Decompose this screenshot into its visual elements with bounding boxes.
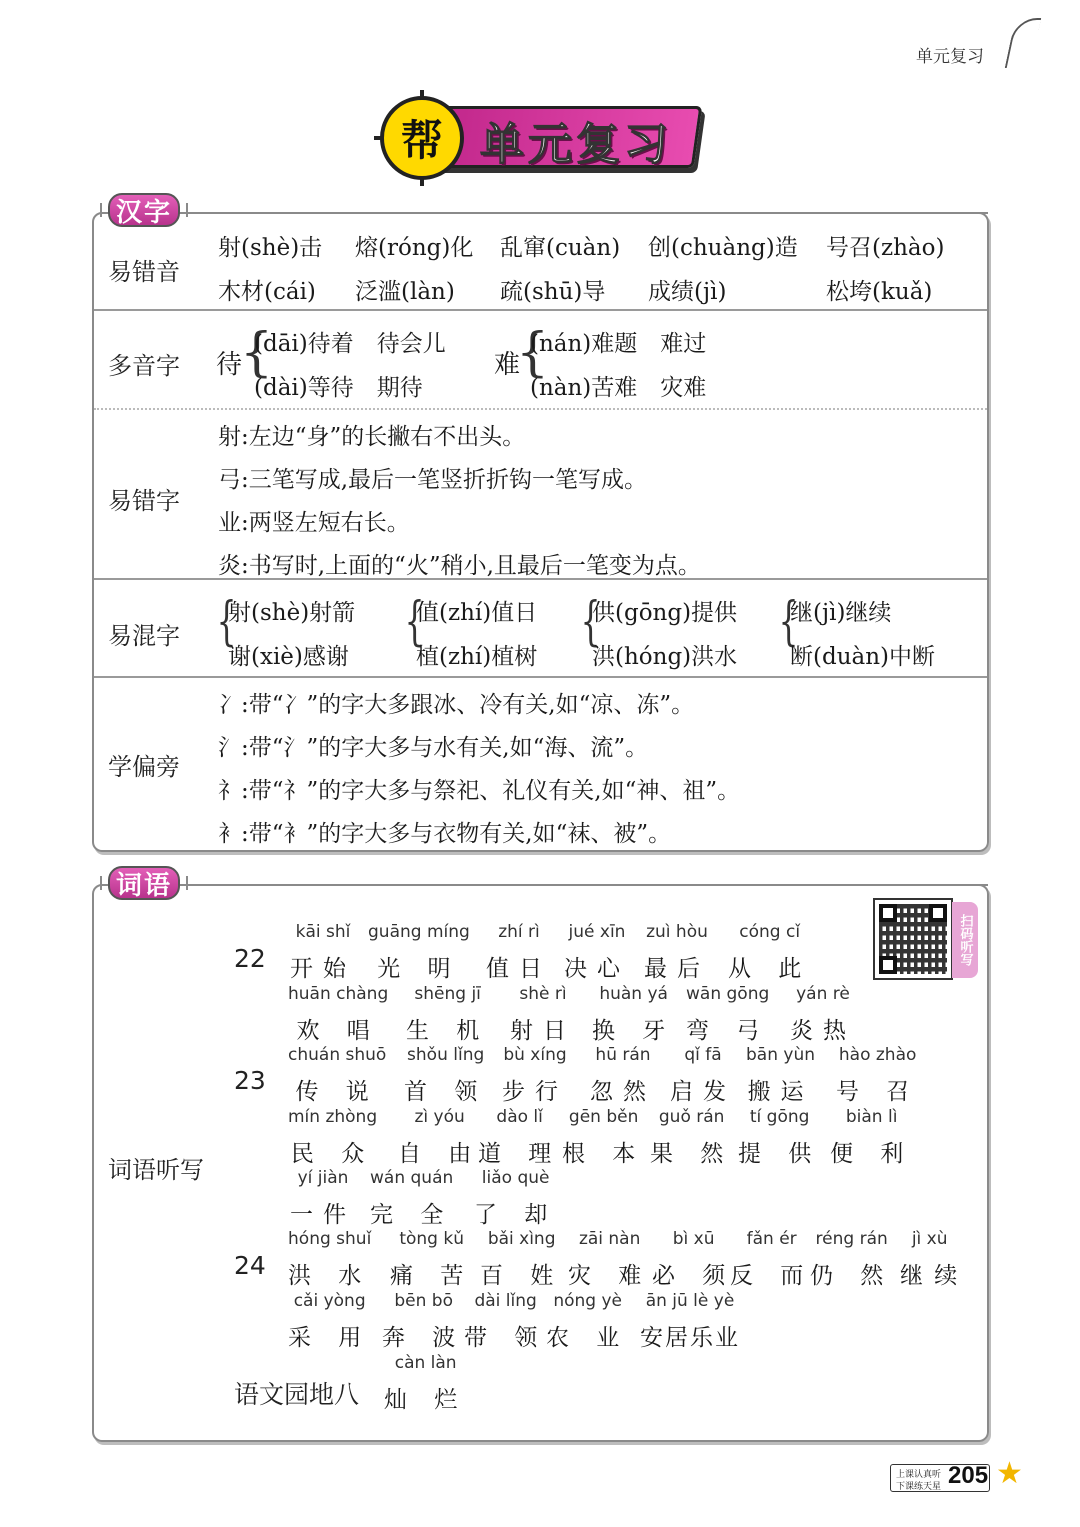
row-divider <box>94 309 987 311</box>
row-divider <box>94 676 987 678</box>
pinyin: huān chàng <box>288 984 389 1004</box>
unit-number: 语文园地八 <box>234 1380 360 1409</box>
vocab-word <box>738 1107 821 1168</box>
radical-line: 冫:带“冫”的字大多跟冰、冷有关,如“凉、冻”。 <box>218 692 695 718</box>
brace: { <box>516 323 550 383</box>
yicuoyin-label: 易错音 <box>108 258 180 286</box>
xuepianpang-label: 学偏旁 <box>108 753 180 781</box>
polyphone-line: (nàn)苦难 灾难 <box>530 375 707 401</box>
error-char-line: 业:两竖左短右长。 <box>218 510 410 536</box>
vocab-word <box>590 1045 656 1106</box>
hanzi-word: 根 本 <box>562 1141 646 1167</box>
hanzi-word: 从 此 <box>728 956 812 982</box>
error-char-line: 弓:三笔写成,最后一笔竖折折钩一笔写成。 <box>218 467 648 493</box>
vocab-word <box>652 1229 735 1290</box>
hanzi-word: 首 领 <box>404 1079 488 1105</box>
unit-number: 22 <box>234 944 266 973</box>
vocab-word <box>474 1168 557 1229</box>
hanzi-word: 启发 <box>670 1079 736 1105</box>
hanzi-word: 值日 <box>486 956 552 982</box>
vocab-word <box>686 984 769 1045</box>
vocab-word <box>728 922 811 983</box>
tag-end <box>186 876 188 890</box>
page-number: 205 <box>948 1462 989 1489</box>
vocab-word <box>836 1045 919 1106</box>
brace: { <box>216 592 237 652</box>
hanzi-word: 仍 然 <box>810 1263 894 1289</box>
qr-code[interactable] <box>873 898 953 980</box>
vocab-word <box>398 1107 481 1168</box>
hanzi-word: 安居乐业 <box>640 1325 740 1351</box>
footer-slogan: 上课认真听 <box>896 1470 942 1480</box>
vocab-word <box>288 1291 371 1352</box>
radical-line: 礻:带“礻”的字大多与祭祀、礼仪有关,如“神、祖”。 <box>218 778 741 804</box>
pinyin: mín zhòng <box>288 1107 378 1127</box>
vocab-word <box>564 922 630 983</box>
qr-finder <box>879 956 897 974</box>
pinyin: fǎn ér <box>746 1229 797 1249</box>
vocab-word <box>290 922 356 983</box>
pinyin: biàn lì <box>845 1107 898 1127</box>
confusable-line: 断(duàn)中断 <box>790 644 936 670</box>
vocab-word <box>568 1229 651 1290</box>
pron-item: 射(shè)击 <box>218 235 323 261</box>
pinyin: bù xíng <box>503 1045 567 1065</box>
hanzi-word: 一件 <box>290 1202 356 1228</box>
pinyin: nóng yè <box>553 1291 622 1311</box>
hanzi-word: 痛 苦 <box>390 1263 474 1289</box>
pron-item: 号召(zhào) <box>826 235 945 261</box>
hanzi-word: 灾 难 <box>568 1263 652 1289</box>
error-char-line: 炎:书写时,上面的“火”稍小,且最后一笔变为点。 <box>218 553 701 579</box>
pinyin: tí gōng <box>749 1107 810 1127</box>
hanzi-word: 必 须 <box>652 1263 736 1289</box>
pinyin: guǒ rán <box>658 1107 725 1127</box>
pinyin: bān yùn <box>746 1045 815 1065</box>
pinyin: zāi nàn <box>578 1229 641 1249</box>
hanzi-word: 炎热 <box>790 1018 856 1044</box>
badge-tick <box>420 90 424 100</box>
vocab-word <box>290 1168 356 1229</box>
pron-item: 成绩(jì) <box>648 279 727 305</box>
polyphone-char: 待 <box>216 350 243 380</box>
pinyin: ān jū lè yè <box>645 1291 735 1311</box>
badge-tick <box>374 136 384 140</box>
pron-item: 木材(cái) <box>218 279 316 305</box>
star-icon: ★ <box>996 1456 1023 1491</box>
unit-number: 23 <box>234 1066 266 1095</box>
tag-end <box>100 203 102 217</box>
hanzi-word: 自 由 <box>398 1141 482 1167</box>
brace: { <box>404 592 425 652</box>
pinyin: hū rán <box>595 1045 651 1065</box>
hanzi-tag: 汉字 <box>108 193 180 227</box>
polyphone-line: (dài)等待 期待 <box>254 375 423 401</box>
confusable-line: 射(shè)射箭 <box>228 600 356 626</box>
pinyin: dài lǐng <box>474 1291 537 1311</box>
polyphone-char: 难 <box>494 350 521 380</box>
hanzi-word: 洪 水 <box>288 1263 372 1289</box>
brace: { <box>580 592 601 652</box>
vocab-word <box>478 1107 561 1168</box>
pinyin: cóng cǐ <box>739 922 801 942</box>
vocab-word <box>746 1045 815 1106</box>
pinyin: shēng jī <box>414 984 481 1004</box>
confusable-line: 供(gōng)提供 <box>592 600 738 626</box>
pron-item: 泛滥(làn) <box>355 279 455 305</box>
hanzi-word: 道 理 <box>478 1141 562 1167</box>
tag-line <box>188 884 988 886</box>
pinyin: yán rè <box>796 984 850 1004</box>
pinyin: shǒu lǐng <box>407 1045 485 1065</box>
vocab-word <box>650 1107 733 1168</box>
pinyin: jì xù <box>911 1229 948 1249</box>
hanzi-word: 继 续 <box>900 1263 960 1289</box>
pinyin: huàn yá <box>599 984 668 1004</box>
hanzi-word: 号 召 <box>836 1079 920 1105</box>
vocab-word <box>640 1291 740 1352</box>
vocab-word <box>384 1353 467 1414</box>
vocab-word <box>288 1045 386 1106</box>
pinyin: bǎi xìng <box>487 1229 556 1249</box>
vocab-word <box>730 1229 813 1290</box>
hanzi-word: 灿 烂 <box>384 1387 468 1413</box>
vocab-word <box>370 1168 453 1229</box>
hanzi-word: 反 而 <box>730 1263 814 1289</box>
hanzi-word: 欢 唱 <box>296 1018 380 1044</box>
pron-item: 松垮(kuǎ) <box>826 279 933 305</box>
vocab-word <box>486 922 552 983</box>
vocab-word <box>670 1045 736 1106</box>
hanzi-word: 换 牙 <box>592 1018 676 1044</box>
vocab-word <box>390 1229 473 1290</box>
vocab-word <box>480 1229 563 1290</box>
hanzi-word: 民 众 <box>290 1141 375 1167</box>
hanzi-word: 传 说 <box>295 1079 379 1105</box>
yihunzi-label: 易混字 <box>108 622 180 650</box>
hanzi-word: 完 全 <box>370 1202 454 1228</box>
confusable-line: 谢(xiè)感谢 <box>228 644 349 670</box>
qr-finder <box>879 904 897 922</box>
qr-finder <box>929 904 947 922</box>
hanzi-word: 提 供 <box>738 1141 822 1167</box>
pron-item: 熔(róng)化 <box>355 235 474 261</box>
pinyin: gēn běn <box>568 1107 639 1127</box>
pinyin: wán quán <box>370 1168 454 1188</box>
hanzi-word: 光 明 <box>377 956 461 982</box>
vocab-word <box>592 984 675 1045</box>
brace: { <box>778 592 799 652</box>
vocab-word <box>288 984 388 1045</box>
hanzi-word: 最后 <box>644 956 710 982</box>
hanzi-word: 射日 <box>510 1018 576 1044</box>
row-divider <box>94 578 987 580</box>
hanzi-word: 了 却 <box>474 1202 558 1228</box>
hanzi-word: 农 业 <box>546 1325 630 1351</box>
pinyin: réng rán <box>815 1229 888 1249</box>
pinyin: shè rì <box>519 984 567 1004</box>
yicuozi-label: 易错字 <box>108 487 180 515</box>
corner-decoration <box>1005 18 1042 68</box>
hanzi-word: 奔 波 <box>382 1325 466 1351</box>
pron-item: 疏(shū)导 <box>500 279 606 305</box>
section-banner <box>380 96 700 184</box>
pinyin: kāi shǐ <box>295 922 351 942</box>
vocab-word <box>404 1045 487 1106</box>
pron-item: 乱窜(cuàn) <box>500 235 621 261</box>
pinyin: zhí rì <box>498 922 540 942</box>
chapter-label: 单元复习 <box>916 47 984 67</box>
confusable-line: 值(zhí)值日 <box>416 600 538 626</box>
tag-end <box>186 203 188 217</box>
hanzi-word: 决心 <box>564 956 630 982</box>
tingxie-label: 词语听写 <box>108 1156 204 1184</box>
confusable-line: 继(jì)继续 <box>790 600 892 626</box>
banner-badge <box>380 96 464 180</box>
ciyu-tag: 词语 <box>108 866 180 900</box>
pron-item: 创(chuàng)造 <box>648 235 798 261</box>
tag-end <box>100 876 102 890</box>
vocab-word <box>546 1291 629 1352</box>
footer-slogan: 下课练天星 <box>896 1482 942 1492</box>
vocab-word <box>368 922 470 983</box>
hanzi-word: 开始 <box>290 956 356 982</box>
badge-tick <box>420 176 424 186</box>
hanzi-word: 步行 <box>502 1079 568 1105</box>
vocab-word <box>510 984 576 1045</box>
vocab-word <box>502 1045 568 1106</box>
pinyin: zì yóu <box>414 1107 465 1127</box>
pinyin: bì xū <box>672 1229 715 1249</box>
radical-line: 氵:带“氵”的字大多与水有关,如“海、流”。 <box>218 735 649 761</box>
duoyinzi-label: 多音字 <box>108 352 180 380</box>
pinyin: cǎi yòng <box>293 1291 366 1311</box>
pinyin: zuì hòu <box>646 922 708 942</box>
vocab-word <box>288 1229 371 1290</box>
pinyin: wān gōng <box>686 984 770 1004</box>
vocab-word <box>562 1107 645 1168</box>
pinyin: hào zhào <box>838 1045 917 1065</box>
hanzi-word: 果 然 <box>650 1141 734 1167</box>
vocab-word <box>382 1291 465 1352</box>
scan-dictation-tab[interactable]: 扫码听写 <box>952 902 978 978</box>
hanzi-word: 采 用 <box>288 1325 372 1351</box>
hanzi-word: 忽然 <box>590 1079 656 1105</box>
vocab-word <box>288 1107 377 1168</box>
hanzi-word: 弯 弓 <box>686 1018 770 1044</box>
hanzi-word: 生 机 <box>406 1018 490 1044</box>
pinyin: càn làn <box>394 1353 457 1373</box>
hanzi-word: 便 利 <box>830 1141 914 1167</box>
pinyin: bēn bō <box>394 1291 453 1311</box>
vocab-word <box>900 1229 959 1290</box>
unit-number: 24 <box>234 1251 266 1280</box>
pinyin: liǎo què <box>481 1168 550 1188</box>
error-char-line: 射:左边“身”的长撇右不出头。 <box>218 424 526 450</box>
radical-line: 衤:带“衤”的字大多与衣物有关,如“袜、被”。 <box>218 821 672 847</box>
row-divider <box>94 408 987 410</box>
pinyin: hóng shuǐ <box>288 1229 372 1249</box>
polyphone-line: (nán)难题 难过 <box>530 331 707 357</box>
banner-title: 单元复习 <box>480 119 672 170</box>
hanzi-word: 带 领 <box>464 1325 548 1351</box>
confusable-line: 植(zhí)植树 <box>416 644 538 670</box>
brace: { <box>240 323 274 383</box>
badge-text: 帮 <box>400 116 443 165</box>
vocab-word <box>406 984 489 1045</box>
polyphone-line: (dāi)待着 待会儿 <box>254 331 446 357</box>
pinyin: chuán shuō <box>288 1045 387 1065</box>
pinyin: dào lǐ <box>496 1107 543 1127</box>
vocab-word <box>464 1291 547 1352</box>
confusable-line: 洪(hóng)洪水 <box>592 644 738 670</box>
pinyin: tòng kǔ <box>399 1229 464 1249</box>
vocab-word <box>644 922 710 983</box>
pinyin: yí jiàn <box>297 1168 349 1188</box>
pinyin: guāng míng <box>368 922 470 942</box>
tag-line <box>188 212 988 214</box>
vocab-word <box>810 1229 893 1290</box>
vocab-word <box>830 1107 913 1168</box>
hanzi-word: 百 姓 <box>480 1263 564 1289</box>
pinyin: qǐ fā <box>684 1045 722 1065</box>
vocab-word <box>790 984 856 1045</box>
hanzi-word: 搬运 <box>747 1079 814 1105</box>
pinyin: jué xīn <box>568 922 626 942</box>
